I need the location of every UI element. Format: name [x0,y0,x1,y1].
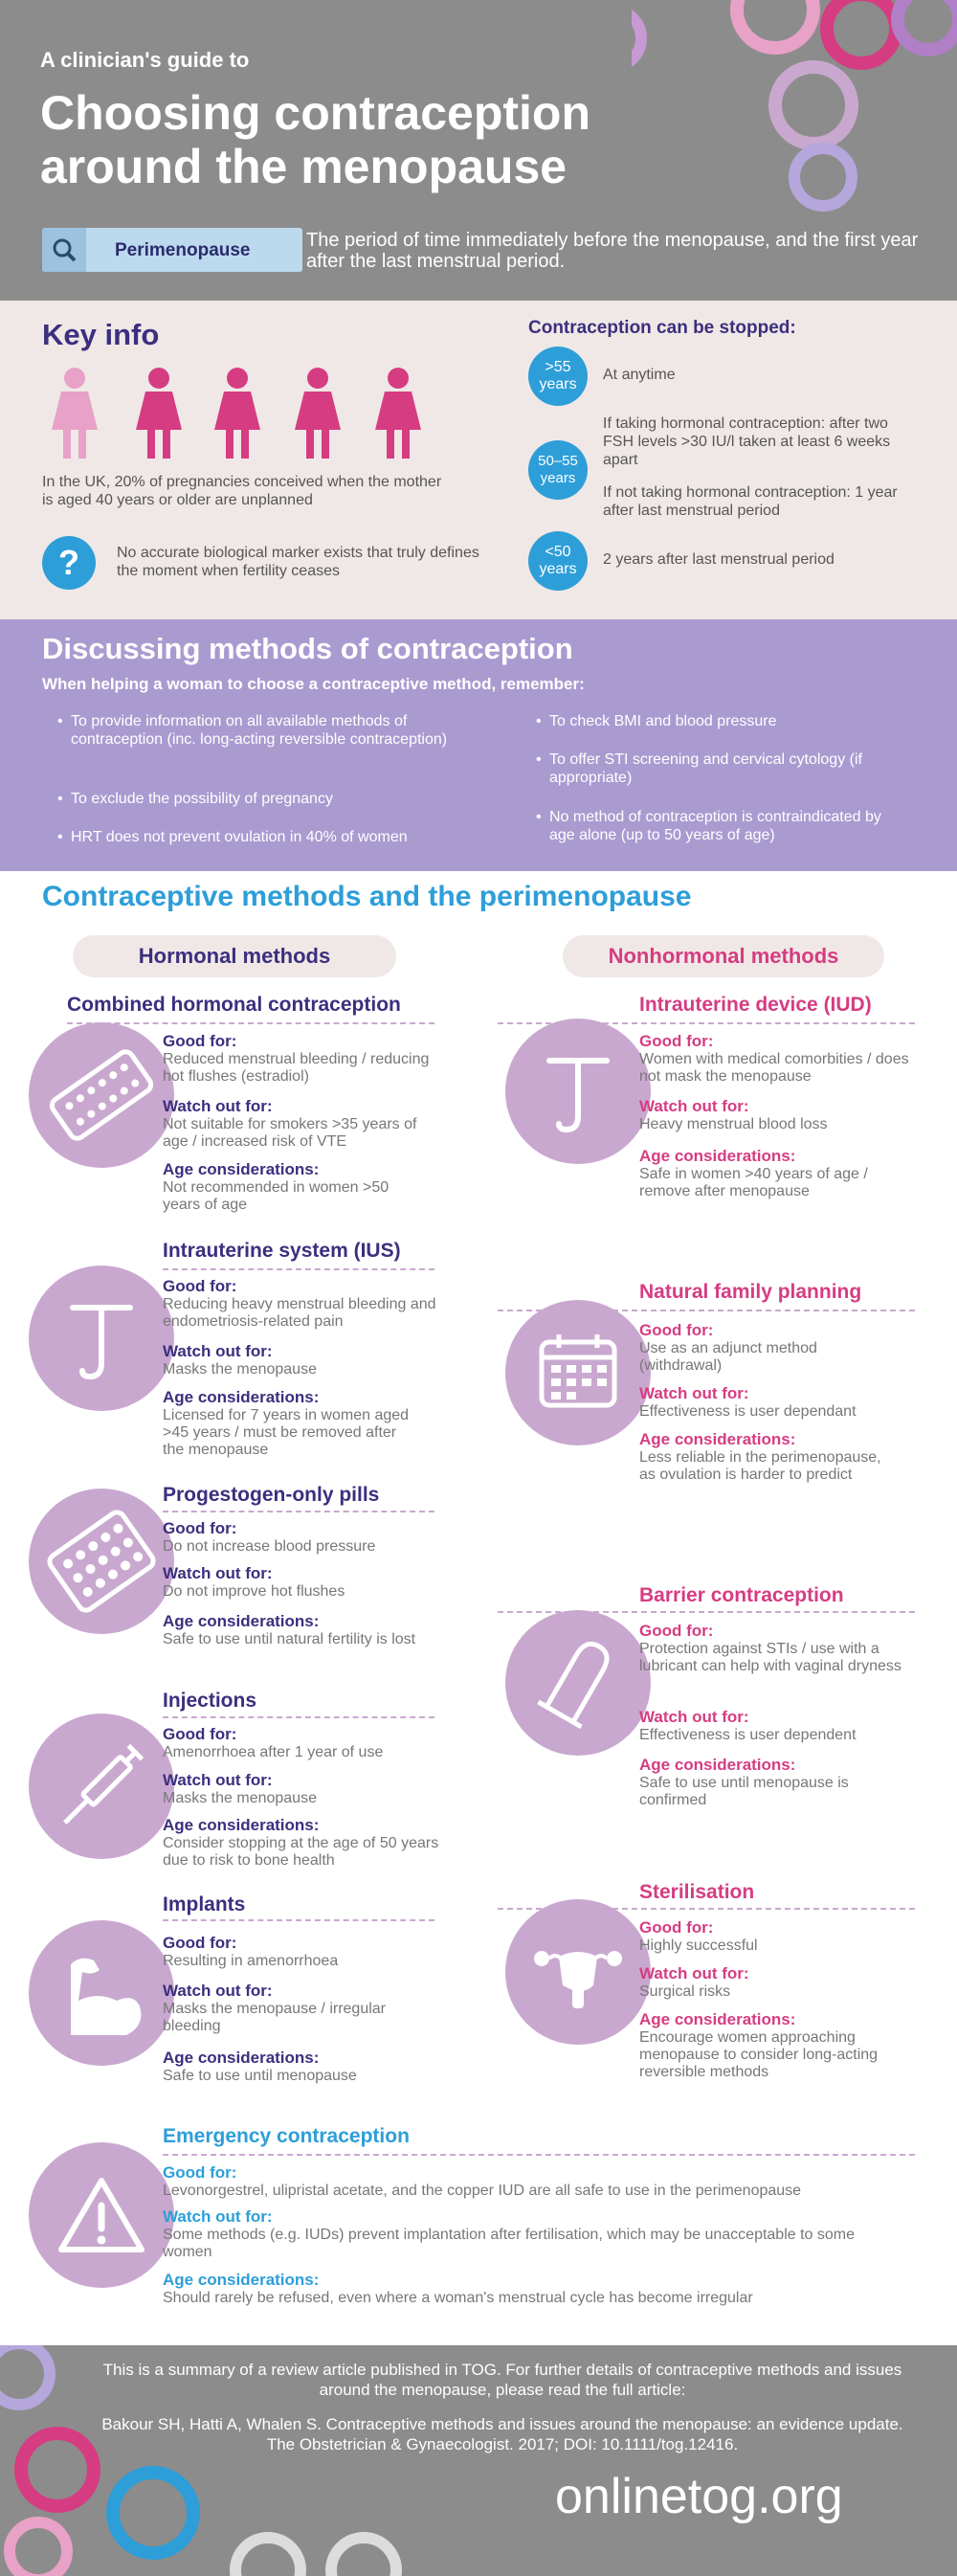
good-for-label: Good for: [639,1032,714,1050]
watch-out-label: Watch out for: [163,1342,273,1360]
divider [163,1511,434,1512]
age-consideration-label: Age considerations: [639,1147,796,1165]
woman-icon [214,368,260,459]
woman-icon [295,368,341,459]
good-for-label: Good for: [163,1277,237,1295]
key-info-heading: Key info [42,318,160,351]
good-for-label: Good for: [163,1934,237,1952]
site-url-link[interactable]: onlinetog.org [555,2469,843,2524]
perimenopause-definition: The period of time immediately before the menopause, and the first year after the last menstrual period. [306,230,919,272]
watch-out-label: Watch out for: [163,1982,273,2000]
age-consideration-text: Encourage women approaching menopause to consider long-acting reversible methods [639,2029,879,2080]
watch-out-text: Heavy menstrual blood loss [639,1116,828,1132]
watch-out-label: Watch out for: [163,1771,273,1789]
uterus-icon [505,1899,651,2045]
reminder-item: • To offer STI screening and cervical cytology (if appropriate) [549,750,894,787]
good-for-text: Use as an adjunct method (withdrawal) [639,1340,817,1374]
age-consideration-text: Licensed for 7 years in women aged >45 years / must be removed after the menopause [163,1407,410,1458]
reminder-item: • To provide information on all available methods of contraception (inc. long-acting reversible contraception) [71,712,473,749]
watch-out-label: Watch out for: [639,1384,749,1402]
watch-out-label: Watch out for: [639,1708,749,1726]
method-name: Intrauterine device (IUD) [639,994,872,1016]
stop-rule-text: If taking hormonal contraception: after two FSH levels >30 IU/l taken at least 6 weeks apart [603,415,891,468]
method-name: Natural family planning [639,1281,862,1303]
good-for-text: Reducing heavy menstrual bleeding and endometriosis-related pain [163,1296,436,1330]
age-consideration-label: Age considerations: [163,1816,320,1834]
watch-out-text: Surgical risks [639,1983,731,2000]
search-term: Perimenopause [115,240,251,260]
women-figures [42,367,444,462]
syringe-icon [29,1714,174,1859]
good-for-text: Do not increase blood pressure [163,1538,376,1555]
good-for-text: Reduced menstrual bleeding / reducing hot flushes (estradiol) [163,1051,430,1085]
watch-out-label: Watch out for: [163,2207,273,2226]
divider [163,1716,434,1718]
discussing-subheading: When helping a woman to choose a contraceptive method, remember: [42,675,585,693]
pill-pack-icon [29,1489,174,1634]
good-for-text: Protection against STIs / use with a lubricant can help with vaginal dryness [639,1641,901,1674]
arm-implant-icon [29,1920,174,2066]
age-consideration-label: Age considerations: [163,2271,320,2289]
good-for-label: Good for: [639,1321,714,1339]
age-badge: 50–55 years [528,440,588,500]
method-name: Intrauterine system (IUS) [163,1240,401,1262]
hormonal-methods-label: Hormonal methods [73,935,396,977]
watch-out-text: Some methods (e.g. IUDs) prevent implantation after fertilisation, which may be unacceptable to some women [163,2227,856,2260]
warning-icon [29,2142,174,2288]
good-for-label: Good for: [163,1519,237,1537]
age-consideration-text: Should rarely be refused, even where a woman's menstrual cycle has become irregular [163,2290,753,2306]
reminder-item: • To check BMI and blood pressure [549,712,894,730]
stop-heading: Contraception can be stopped: [528,318,796,338]
method-name: Sterilisation [639,1881,755,1903]
article-citation: Bakour SH, Hatti A, Whalen S. Contraceptive methods and issues around the menopause: an evidence update. The Obstetrician & Gynaecologist. 2017; DOI: 10.1111/tog.12416. [101,2415,903,2453]
method-name: Barrier contraception [639,1584,844,1606]
good-for-label: Good for: [639,1918,714,1937]
discussing-heading: Discussing methods of contraception [42,632,573,665]
reminder-item: • To exclude the possibility of pregnancy [71,790,473,808]
age-consideration-text: Less reliable in the perimenopause, as ovulation is harder to predict [639,1449,881,1483]
iud-icon [29,1266,174,1411]
method-name: Injections [163,1690,257,1712]
watch-out-label: Watch out for: [639,1964,749,1982]
age-badge: >55 years [528,347,588,406]
page-title: Choosing contraception around the menopause [40,86,590,193]
age-consideration-label: Age considerations: [639,1756,796,1774]
pregnancy-stat: In the UK, 20% of pregnancies conceived when the mother is aged 40 years or older are unplanned [42,474,442,508]
stop-rule-text: At anytime [603,367,676,383]
age-badge: <50 years [528,531,588,591]
age-consideration-text: Not recommended in women >50 years of age [163,1179,389,1213]
question-icon: ? [42,536,96,590]
calendar-icon [505,1300,651,1445]
good-for-text: Levonorgestrel, ulipristal acetate, and the copper IUD are all safe to use in the perimenopause [163,2183,802,2199]
divider [163,1268,434,1270]
search-icon [42,228,86,272]
method-name: Progestogen-only pills [163,1484,380,1506]
kicker-text: A clinician's guide to [40,48,250,72]
age-consideration-label: Age considerations: [639,1430,796,1448]
age-consideration-text: Safe to use until menopause is confirmed [639,1775,849,1808]
watch-out-text: Effectiveness is user dependant [639,1403,857,1420]
pill-pack-icon [29,1022,174,1168]
watch-out-label: Watch out for: [163,1564,273,1582]
age-consideration-text: Safe to use until natural fertility is lost [163,1631,416,1647]
good-for-text: Amenorrhoea after 1 year of use [163,1744,384,1760]
biomarker-text: No accurate biological marker exists that truly defines the moment when fertility ceases [117,545,479,579]
footer-summary: This is a summary of a review article published in TOG. For further details of contraceptive methods and issues around the menopause, please read the full article: [102,2361,902,2399]
good-for-text: Women with medical comorbities / does not mask the menopause [639,1051,909,1085]
age-consideration-label: Age considerations: [163,1388,320,1406]
method-name: Emergency contraception [163,2125,410,2147]
stop-rule-text: If not taking hormonal contraception: 1 year after last menstrual period [603,484,898,519]
watch-out-label: Watch out for: [639,1097,749,1115]
good-for-text: Resulting in amenorrhoea [163,1953,339,1969]
age-consideration-label: Age considerations: [163,2049,320,2067]
age-consideration-text: Safe in women >40 years of age / remove after menopause [639,1166,868,1199]
good-for-text: Highly successful [639,1938,758,1954]
good-for-label: Good for: [163,2163,237,2182]
age-consideration-label: Age considerations: [163,1160,320,1178]
woman-icon [136,368,182,459]
watch-out-text: Masks the menopause [163,1361,317,1378]
divider [163,2154,915,2156]
good-for-label: Good for: [639,1622,714,1640]
good-for-label: Good for: [163,1725,237,1743]
stop-rule-text: 2 years after last menstrual period [603,551,835,568]
divider [163,1919,434,1921]
reminder-item: • No method of contraception is contraindicated by age alone (up to 50 years of age) [549,808,894,844]
watch-out-text: Not suitable for smokers >35 years of age / increased risk of VTE [163,1116,417,1150]
age-consideration-label: Age considerations: [163,1612,320,1630]
watch-out-text: Effectiveness is user dependent [639,1727,857,1743]
age-consideration-text: Safe to use until menopause [163,2068,357,2084]
condom-icon [505,1610,651,1756]
nonhormonal-methods-label: Nonhormonal methods [563,935,884,977]
watch-out-label: Watch out for: [163,1097,273,1115]
age-consideration-text: Consider stopping at the age of 50 years due to risk to bone health [163,1835,439,1869]
iud-icon [505,1019,651,1164]
watch-out-text: Masks the menopause / irregular bleeding [163,2001,386,2034]
methods-heading: Contraceptive methods and the perimenopause [42,881,692,912]
good-for-label: Good for: [163,1032,237,1050]
reminder-item: • HRT does not prevent ovulation in 40% of women [71,828,473,846]
woman-icon [375,368,421,459]
method-name: Implants [163,1893,246,1915]
method-name: Combined hormonal contraception [67,994,401,1016]
age-consideration-label: Age considerations: [639,2010,796,2028]
watch-out-text: Do not improve hot flushes [163,1583,345,1600]
watch-out-text: Masks the menopause [163,1790,317,1806]
woman-icon [52,368,98,459]
